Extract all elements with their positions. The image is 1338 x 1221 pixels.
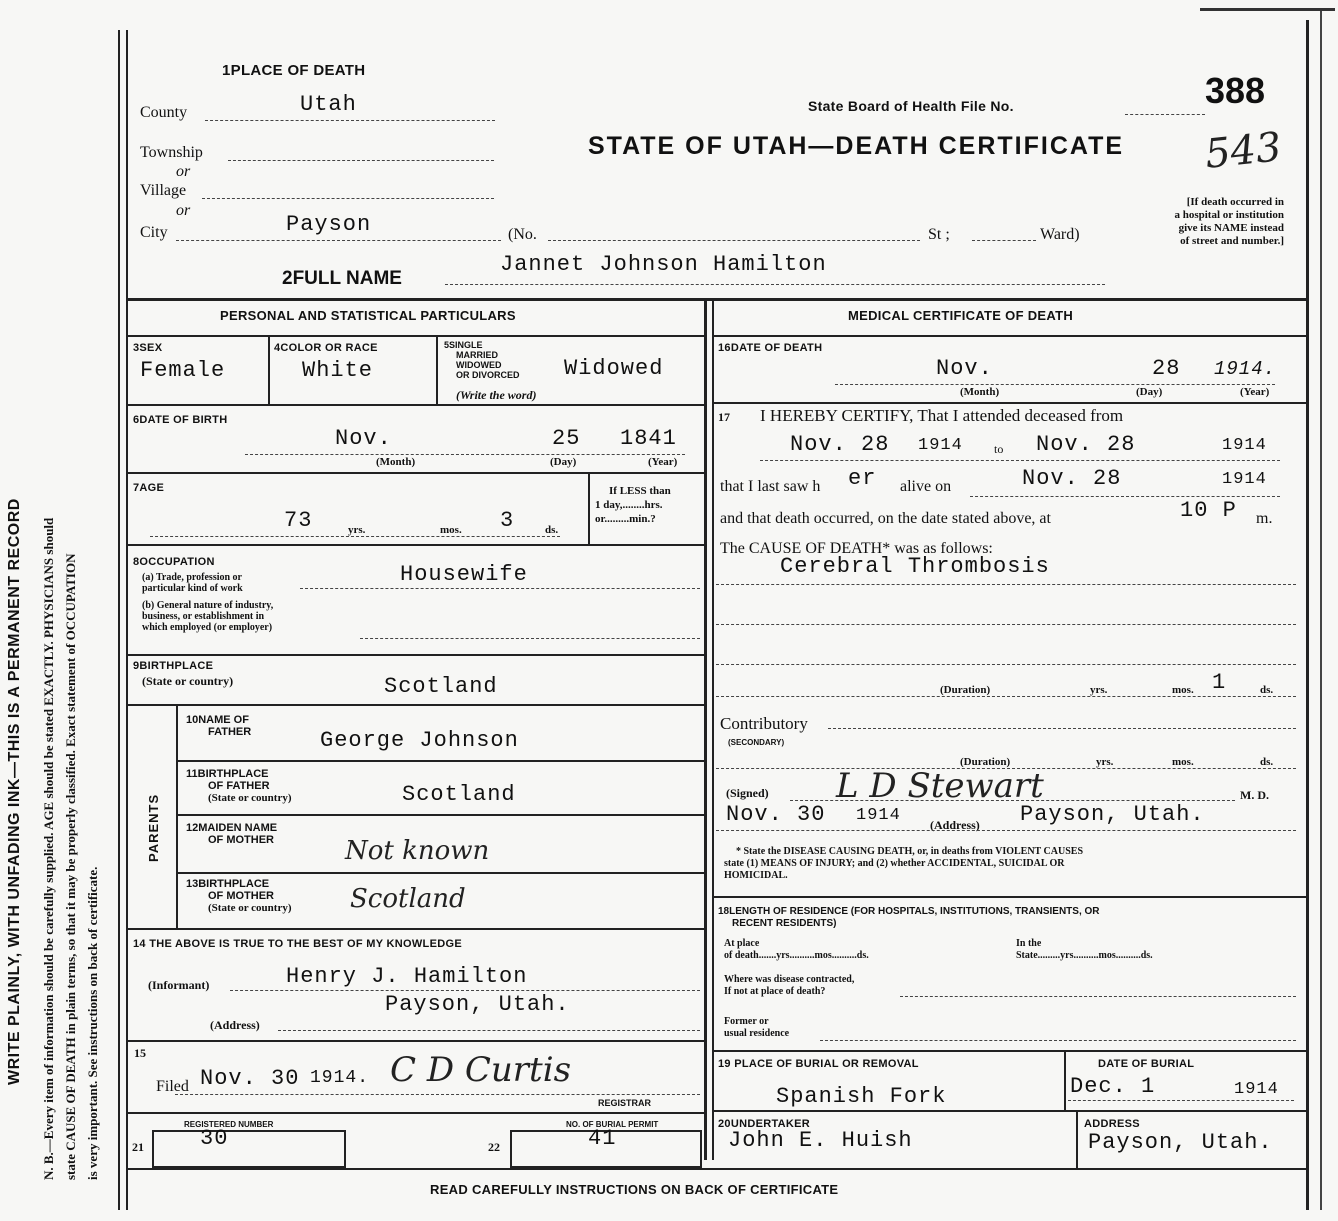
village-label: Village — [140, 182, 187, 199]
permit-value: 41 — [588, 1126, 617, 1151]
dob-year: 1841 — [620, 426, 677, 451]
duration-yrs: yrs. — [1090, 684, 1108, 696]
dob-day-caption: (Day) — [550, 456, 577, 468]
permit-prefix: 22 — [488, 1140, 500, 1154]
duration-mos: mos. — [1172, 684, 1194, 696]
color-value: White — [302, 358, 374, 383]
medical-section-title: MEDICAL CERTIFICATE OF DEATH — [848, 308, 1074, 323]
undertaker-value: John E. Huish — [728, 1128, 913, 1153]
attended-to: Nov. 28 — [1036, 432, 1136, 457]
registrar-label: REGISTRAR — [598, 1098, 652, 1108]
certificate-title: STATE OF UTAH—DEATH CERTIFICATE — [588, 132, 1125, 160]
street-label: St ; — [928, 226, 950, 243]
age-ds-caption: ds. — [545, 524, 559, 536]
sidebar-line1: WRITE PLAINLY, WITH UNFADING INK—THIS IS A PERMANENT RECORD — [6, 498, 23, 1085]
father-name-value: George Johnson — [320, 728, 519, 753]
last-saw-year: 1914 — [1222, 470, 1267, 489]
duration-ds: ds. — [1260, 684, 1274, 696]
informant-address: Payson, Utah. — [385, 992, 570, 1017]
age-mos-caption: mos. — [440, 524, 462, 536]
reg-num-box — [152, 1130, 346, 1168]
burial-year: 1914 — [1234, 1080, 1279, 1099]
duration-label: (Duration) — [940, 684, 991, 696]
attended-to-year: 1914 — [1222, 436, 1267, 455]
last-saw-label: that I last saw h — [720, 478, 821, 495]
age-label: 7AGE — [133, 482, 165, 494]
registrar-signature: C D Curtis — [390, 1050, 572, 1090]
filed-year: 1914. — [310, 1068, 370, 1088]
physician-signature: L D Stewart — [836, 766, 1044, 806]
marital-label: 5SINGLE MARRIED WIDOWED OR DIVORCED — [444, 340, 520, 380]
father-birthplace-label: 11BIRTHPLACE OF FATHER (State or country) — [186, 768, 292, 804]
age-yrs-caption: yrs. — [348, 524, 366, 536]
last-saw-date: Nov. 28 — [1022, 466, 1122, 491]
institution-note: [If death occurred in a hospital or institution give its NAME instead of street and number.] — [1174, 196, 1284, 247]
death-occurred-text: and that death occurred, on the date stated above, at — [720, 510, 1051, 527]
occupation-label: 8OCCUPATION — [133, 556, 215, 568]
left-border — [118, 30, 120, 1210]
cause-note: * State the DISEASE CAUSING DEATH, or, in deaths from VIOLENT CAUSES state (1) MEANS OF INJURY; and (2) whether ACCIDENTAL, SUICIDAL OR HOMICIDAL. — [724, 846, 1084, 881]
filed-number: 15 — [134, 1046, 146, 1060]
dob-label: 6DATE OF BIRTH — [133, 414, 228, 426]
column-divider-2 — [712, 300, 714, 1160]
top-edge — [1200, 8, 1335, 11]
dod-day: 28 — [1152, 356, 1181, 381]
death-time-suffix: m. — [1256, 510, 1273, 527]
city-value: Payson — [286, 212, 372, 237]
undertaker-label: 20UNDERTAKER — [718, 1118, 811, 1130]
certify-number: 17 — [718, 410, 730, 424]
signed-address: Payson, Utah. — [1020, 802, 1205, 827]
reg-num-prefix: 21 — [132, 1140, 144, 1154]
parents-label: PARENTS — [146, 793, 161, 862]
undertaker-address-value: Payson, Utah. — [1088, 1130, 1273, 1155]
county-label: County — [140, 104, 188, 121]
place-of-death-label: 1PLACE OF DEATH — [222, 62, 366, 79]
full-name-label: 2FULL NAME — [282, 268, 402, 289]
burial-place-label: 19 PLACE OF BURIAL OR REMOVAL — [718, 1058, 919, 1070]
birthplace-label: 9BIRTHPLACE — [133, 660, 214, 672]
mother-name-value: Not known — [345, 836, 490, 866]
contributory-mos: mos. — [1172, 756, 1194, 768]
sidebar-line3: state CAUSE OF DEATH in plain terms, so that it may be properly classified. Exact statement of OCCUPATION — [63, 553, 78, 1180]
dod-month-caption: (Month) — [960, 386, 1000, 398]
mother-name-label: 12MAIDEN NAME OF MOTHER — [186, 822, 278, 846]
birthplace-hint: (State or country) — [142, 674, 234, 688]
color-label: 4COLOR OR RACE — [274, 342, 378, 354]
or-label-1: or — [176, 163, 191, 180]
cause-label: The CAUSE OF DEATH* was as follows: — [720, 540, 993, 557]
death-time: 10 P — [1180, 498, 1237, 523]
father-birthplace-value: Scotland — [402, 782, 516, 807]
sidebar-line4: is very important. See instructions on back of certificate. — [85, 866, 100, 1180]
informant-value: Henry J. Hamilton — [286, 964, 528, 989]
informant-address-label: (Address) — [210, 1018, 260, 1032]
contributory-ds: ds. — [1260, 756, 1274, 768]
file-number-label: State Board of Health File No. — [808, 98, 1014, 114]
sidebar-line2: N. B.—Every item of information should be carefully supplied. AGE should be stated EXACTLY. PHYSICIANS should — [41, 517, 56, 1180]
dob-month: Nov. — [335, 426, 392, 451]
right-edge — [1306, 20, 1309, 1210]
undertaker-address-label: ADDRESS — [1084, 1118, 1140, 1130]
contributory-label: Contributory — [720, 714, 808, 733]
mother-birthplace-value: Scotland — [350, 884, 466, 914]
township-label: Township — [140, 144, 203, 161]
reg-num-label: REGISTERED NUMBER — [184, 1120, 274, 1129]
md-label: M. D. — [1240, 788, 1269, 802]
less-than-day: If LESS than 1 day,........hrs. or.........min.? — [595, 485, 671, 525]
full-name-value: Jannet Johnson Hamilton — [500, 252, 827, 277]
dod-label: 16DATE OF DEATH — [718, 342, 823, 354]
disease-contracted: Where was disease contracted, If not at place of death? — [724, 974, 855, 997]
signed-label: (Signed) — [726, 786, 769, 800]
occupation-value: Housewife — [400, 562, 528, 587]
footer-instructions: READ CAREFULLY INSTRUCTIONS ON BACK OF CERTIFICATE — [430, 1182, 839, 1197]
attended-from-year: 1914 — [918, 436, 963, 455]
header-divider — [128, 298, 1308, 301]
to-label: to — [994, 442, 1004, 456]
dod-day-caption: (Day) — [1136, 386, 1163, 398]
burial-date-value: Dec. 1 — [1070, 1074, 1156, 1099]
right-edge-2 — [1320, 10, 1322, 1210]
column-divider — [704, 300, 707, 1160]
marital-hint: (Write the word) — [456, 388, 537, 402]
file-number: 388 — [1205, 70, 1266, 111]
informant-label: (Informant) — [148, 978, 210, 992]
signed-date: Nov. 30 — [726, 802, 826, 827]
sex-value: Female — [140, 358, 226, 383]
dob-day: 25 — [552, 426, 581, 451]
former-residence: Former or usual residence — [724, 1016, 790, 1039]
filed-date: Nov. 30 — [200, 1066, 300, 1091]
reg-num-value: 30 — [200, 1126, 229, 1151]
marital-value: Widowed — [564, 356, 664, 381]
left-border-inner — [126, 30, 128, 1210]
cause-value: Cerebral Thrombosis — [780, 554, 1050, 579]
county-value: Utah — [300, 92, 357, 117]
informant-header: 14 THE ABOVE IS TRUE TO THE BEST OF MY KNOWLEDGE — [133, 938, 462, 950]
secondary-label: (SECONDARY) — [728, 738, 785, 747]
dob-year-caption: (Year) — [648, 456, 678, 468]
attended-from: Nov. 28 — [790, 432, 890, 457]
dod-year: 1914. — [1214, 358, 1277, 380]
last-saw-pronoun: er — [848, 466, 877, 491]
ward-label: Ward) — [1040, 226, 1080, 243]
contributory-duration-label: (Duration) — [960, 756, 1011, 768]
in-state: In the State.........yrs..........mos..........ds. — [1016, 938, 1153, 961]
or-label-2: or — [176, 202, 191, 219]
birthplace-value: Scotland — [384, 674, 498, 699]
occupation-hints: (a) Trade, profession or particular kind of work (b) General nature of industry, business, or establishment in which employed (or employer) — [142, 572, 274, 633]
filed-label: Filed — [156, 1078, 189, 1095]
sex-label: 3SEX — [133, 342, 163, 354]
signed-address-label: (Address) — [930, 818, 980, 832]
signed-year: 1914 — [856, 806, 901, 825]
dod-month: Nov. — [936, 356, 993, 381]
stamp-number: 543 — [1202, 124, 1284, 178]
permit-label: NO. OF BURIAL PERMIT — [566, 1120, 659, 1129]
certify-text: I HEREBY CERTIFY, That I attended deceased from — [760, 406, 1124, 425]
father-name-label: 10NAME OF FATHER — [186, 714, 252, 738]
city-label: City — [140, 224, 168, 241]
burial-place-value: Spanish Fork — [776, 1084, 947, 1109]
street-no-label: (No. — [508, 226, 537, 243]
dob-month-caption: (Month) — [376, 456, 416, 468]
age-years: 73 — [284, 508, 313, 533]
dod-year-caption: (Year) — [1240, 386, 1270, 398]
residence-label: 18LENGTH OF RESIDENCE (FOR HOSPITALS, INSTITUTIONS, TRANSIENTS, OR RECENT RESIDENTS) — [718, 906, 1100, 929]
age-days: 3 — [500, 508, 515, 533]
at-place: At place of death.......yrs..........mos..........ds. — [724, 938, 869, 961]
mother-birthplace-label: 13BIRTHPLACE OF MOTHER (State or country) — [186, 878, 292, 914]
personal-section-title: PERSONAL AND STATISTICAL PARTICULARS — [220, 308, 516, 323]
contributory-yrs: yrs. — [1096, 756, 1114, 768]
duration-months: 1 — [1212, 670, 1227, 695]
burial-date-label: DATE OF BURIAL — [1098, 1058, 1195, 1070]
alive-on-label: alive on — [900, 478, 952, 495]
